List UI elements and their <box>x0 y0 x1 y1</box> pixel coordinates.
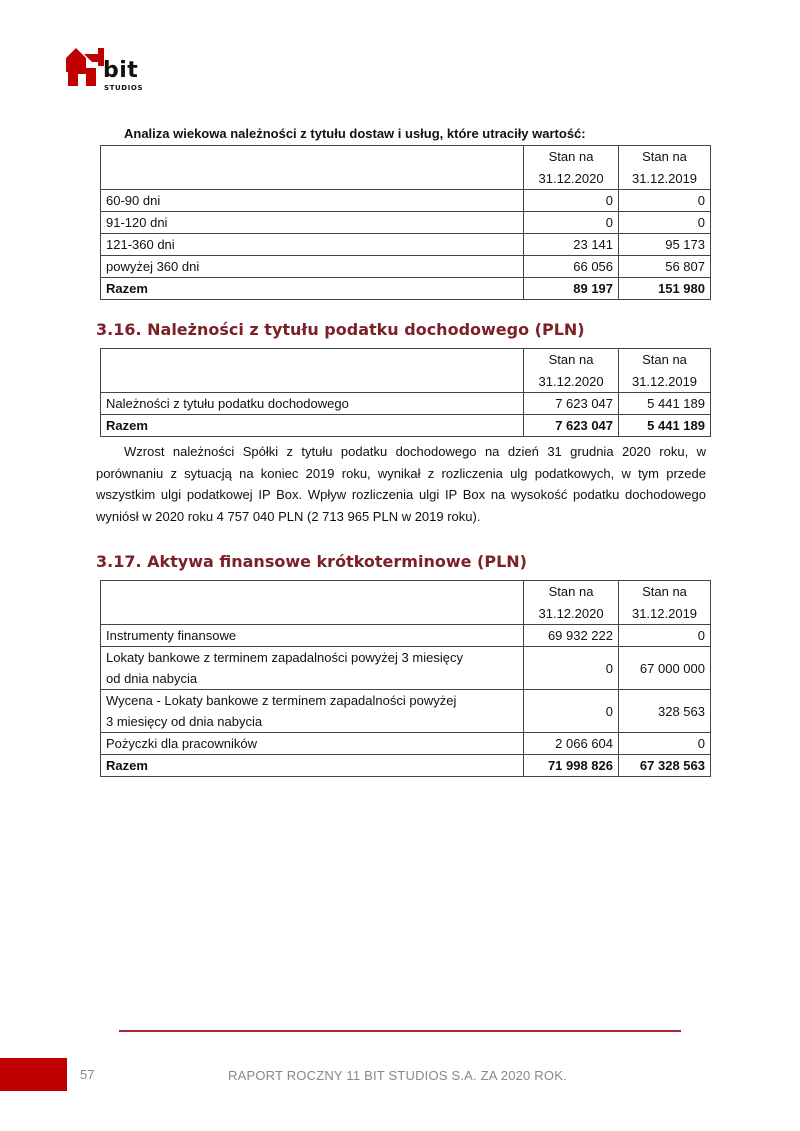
row-label-line: od dnia nabycia <box>106 671 198 686</box>
total-label: Razem <box>101 755 524 777</box>
table-row <box>101 212 711 234</box>
financial-assets-table <box>100 580 711 777</box>
table-header-row <box>101 581 711 625</box>
value-2019: 95 173 <box>619 234 711 256</box>
table-row <box>101 647 711 690</box>
header-cell-2020 <box>524 349 619 393</box>
header-empty-cell <box>101 581 524 625</box>
table-row <box>101 393 711 415</box>
value-2020: 23 141 <box>524 234 619 256</box>
aging-table <box>100 145 711 300</box>
header-cell-2019 <box>619 349 711 393</box>
page-number: 57 <box>80 1067 95 1082</box>
header-cell-2020 <box>524 581 619 625</box>
header-label: Stan na <box>548 584 594 599</box>
value-2019: 0 <box>619 733 711 755</box>
header-label: Stan na <box>642 149 687 164</box>
row-label-line: 3 miesięcy od dnia nabycia <box>106 714 263 729</box>
value-2019: 67 000 000 <box>619 647 711 690</box>
value-2019: 0 <box>619 190 711 212</box>
row-label <box>101 647 524 690</box>
header-empty-cell <box>101 146 524 190</box>
value-2020: 7 623 047 <box>524 393 619 415</box>
table-row <box>101 256 711 278</box>
table-row <box>101 690 711 733</box>
table-row <box>101 190 711 212</box>
value-2019: 0 <box>619 212 711 234</box>
income-tax-paragraph <box>96 441 706 527</box>
total-2019: 5 441 189 <box>619 415 711 437</box>
total-label: Razem <box>101 415 524 437</box>
total-2020: 89 197 <box>524 278 619 300</box>
value-2019: 56 807 <box>619 256 711 278</box>
header-label: Stan na <box>548 352 594 367</box>
row-label-line: Lokaty bankowe z terminem zapadalności powyżej 3 miesięcy <box>106 650 463 665</box>
value-2020: 0 <box>524 690 619 733</box>
row-label: 121-360 dni <box>101 234 524 256</box>
section-heading-3-17: 3.17. Aktywa finansowe krótkoterminowe (PLN) <box>96 552 527 571</box>
header-empty-cell <box>101 349 524 393</box>
paragraph-text: Wzrost należności Spółki z tytułu podatku dochodowego na dzień 31 grudnia 2020 roku, w porównaniu z sytuacją na koniec 2019 roku, wynikał z rozliczenia ulg podatkowych, w tym przede wszystkim ulgi podatkowej IP Box. Wpływ rozliczenia ulgi IP Box na wysokość podatku dochodowego wyniósł w 2020 roku 4 757 040 PLN (2 713 965 PLN w 2019 roku). <box>96 444 706 524</box>
footer-title: RAPORT ROCZNY 11 BIT STUDIOS S.A. ZA 2020 ROK. <box>228 1068 567 1083</box>
total-2020: 71 998 826 <box>524 755 619 777</box>
value-2020: 0 <box>524 190 619 212</box>
row-label: powyżej 360 dni <box>101 256 524 278</box>
header-date: 31.12.2020 <box>538 170 604 186</box>
section-heading-3-16: 3.16. Należności z tytułu podatku dochodowego (PLN) <box>96 320 585 339</box>
table-row <box>101 625 711 647</box>
header-label: Stan na <box>642 584 687 599</box>
header-cell-2020 <box>524 146 619 190</box>
header-cell-2019 <box>619 581 711 625</box>
value-2020: 66 056 <box>524 256 619 278</box>
value-2019: 5 441 189 <box>619 393 711 415</box>
row-label: 60-90 dni <box>101 190 524 212</box>
total-row <box>101 278 711 300</box>
value-2020: 69 932 222 <box>524 625 619 647</box>
row-label: Należności z tytułu podatku dochodowego <box>101 393 524 415</box>
header-date: 31.12.2019 <box>631 373 698 389</box>
footer-accent-block <box>0 1058 67 1091</box>
row-label: Instrumenty finansowe <box>101 625 524 647</box>
header-label: Stan na <box>642 352 687 367</box>
value-2020: 0 <box>524 212 619 234</box>
total-2019: 67 328 563 <box>619 755 711 777</box>
header-date: 31.12.2019 <box>631 605 698 621</box>
income-tax-table <box>100 348 711 437</box>
value-2020: 2 066 604 <box>524 733 619 755</box>
logo-wordmark: bit <box>103 58 139 83</box>
header-cell-2019 <box>619 146 711 190</box>
aging-table-caption: Analiza wiekowa należności z tytułu dostaw i usług, które utraciły wartość: <box>124 126 586 141</box>
total-2020: 7 623 047 <box>524 415 619 437</box>
footer-divider <box>119 1030 681 1032</box>
row-label <box>101 690 524 733</box>
table-row <box>101 234 711 256</box>
row-label: Pożyczki dla pracowników <box>101 733 524 755</box>
total-label: Razem <box>101 278 524 300</box>
value-2019: 0 <box>619 625 711 647</box>
total-row <box>101 755 711 777</box>
header-date: 31.12.2019 <box>631 170 698 186</box>
total-row <box>101 415 711 437</box>
header-date: 31.12.2020 <box>538 605 604 621</box>
logo-subtitle: STUDIOS <box>104 84 144 92</box>
total-2019: 151 980 <box>619 278 711 300</box>
value-2019: 328 563 <box>619 690 711 733</box>
header-date: 31.12.2020 <box>538 373 604 389</box>
header-label: Stan na <box>548 149 594 164</box>
table-header-row <box>101 349 711 393</box>
row-label: 91-120 dni <box>101 212 524 234</box>
table-header-row <box>101 146 711 190</box>
value-2020: 0 <box>524 647 619 690</box>
table-row <box>101 733 711 755</box>
row-label-line: Wycena - Lokaty bankowe z terminem zapadalności powyżej <box>106 693 457 708</box>
